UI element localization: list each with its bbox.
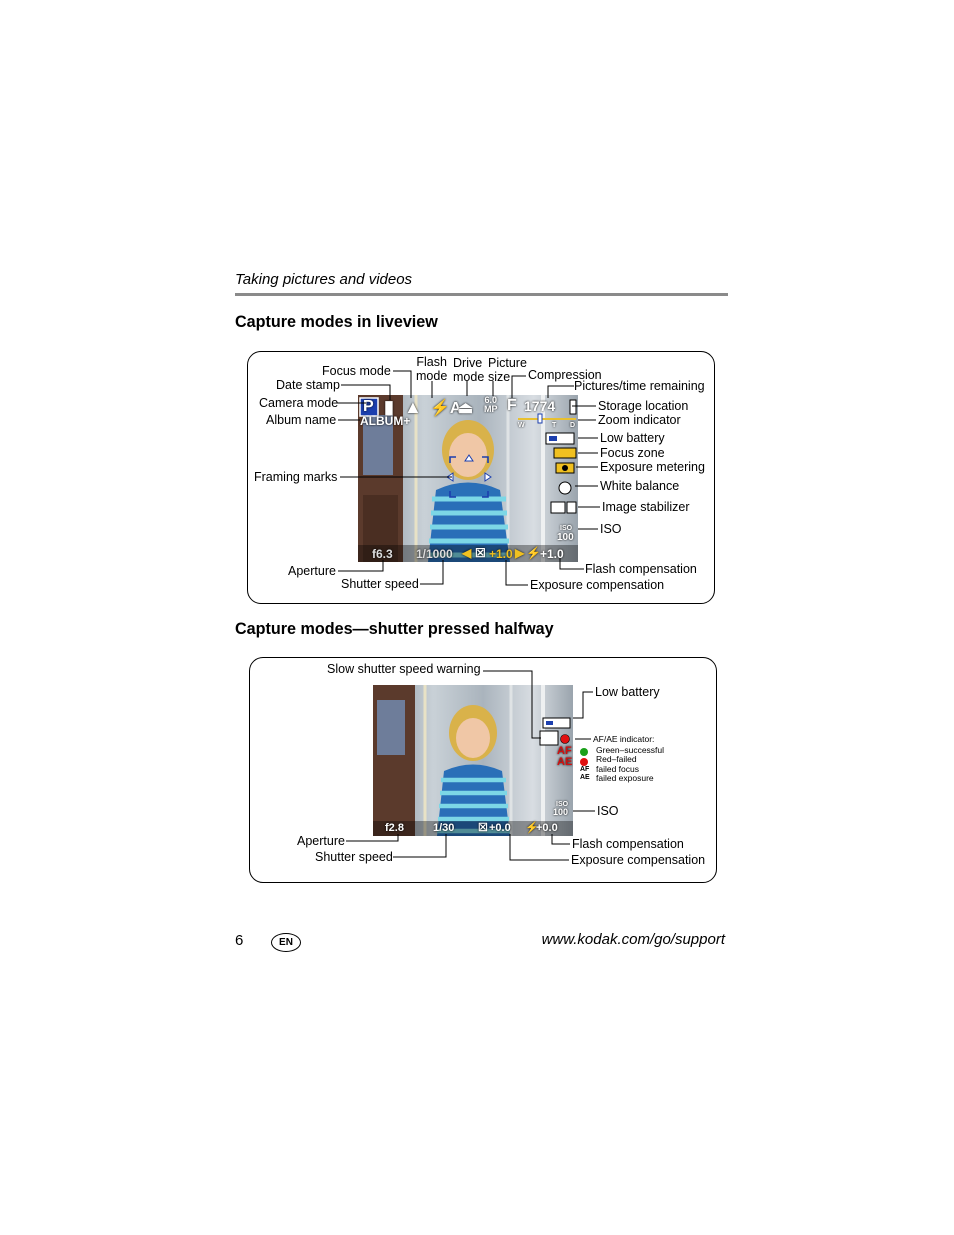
shutter-value-2: 1/30 bbox=[433, 822, 455, 834]
exposure-icon-2: ☒ bbox=[478, 822, 488, 834]
label-framing-marks: Framing marks bbox=[254, 470, 338, 484]
iso-value: 100 bbox=[557, 532, 574, 543]
label-red: Red–failed bbox=[596, 754, 637, 764]
label-flash-compensation-2: Flash compensation bbox=[572, 837, 684, 851]
label-white-balance: White balance bbox=[600, 479, 680, 493]
drive-mode-icon: ⏏ bbox=[458, 400, 474, 417]
label-exposure-metering: Exposure metering bbox=[600, 460, 705, 474]
iso-top: ISO bbox=[560, 525, 573, 532]
date-stamp-icon: ▮ bbox=[384, 397, 394, 417]
album-name: ALBUM+ bbox=[360, 414, 411, 428]
flash-comp-icon: ⚡ bbox=[526, 546, 541, 560]
iso-value-2: 100 bbox=[553, 807, 569, 817]
exposure-value: +1.0 bbox=[489, 547, 513, 561]
label-compression: Compression bbox=[528, 368, 602, 382]
label-picture-size: Picture size bbox=[488, 356, 527, 384]
label-low-battery-2: Low battery bbox=[595, 685, 660, 699]
halfway-title: Capture modes—shutter pressed halfway bbox=[235, 619, 554, 638]
support-url[interactable]: www.kodak.com/go/support bbox=[541, 931, 725, 948]
compression-icon: F bbox=[507, 397, 517, 414]
label-aperture: Aperture bbox=[288, 564, 336, 578]
label-iso-2: ISO bbox=[597, 804, 619, 818]
section-header: Taking pictures and videos bbox=[235, 271, 413, 288]
picture-size-icon: 6.0 MP bbox=[484, 395, 498, 414]
label-focus-zone: Focus zone bbox=[600, 446, 665, 460]
flash-comp-value: +1.0 bbox=[540, 547, 564, 561]
label-storage-location: Storage location bbox=[598, 399, 689, 413]
label-focus-mode: Focus mode bbox=[322, 364, 391, 378]
label-flash-mode: Flash mode bbox=[416, 355, 448, 383]
label-slow-shutter: Slow shutter speed warning bbox=[327, 662, 481, 676]
shutter-value: 1/1000 bbox=[416, 547, 453, 561]
label-aperture-2: Aperture bbox=[297, 834, 345, 848]
label-afae-title: AF/AE indicator: bbox=[593, 734, 655, 744]
flash-comp-value-2: +0.0 bbox=[536, 822, 558, 834]
label-camera-mode: Camera mode bbox=[259, 396, 339, 410]
label-low-battery: Low battery bbox=[600, 431, 665, 445]
iso-top-2: ISO bbox=[556, 801, 569, 808]
label-image-stabilizer: Image stabilizer bbox=[602, 500, 690, 514]
label-shutter-speed-2: Shutter speed bbox=[315, 850, 393, 864]
camera-mode-icon: P bbox=[363, 398, 374, 415]
zoom-w-label: W bbox=[518, 422, 525, 429]
ae-indicator: AE bbox=[557, 756, 573, 768]
exposure-left-arrow: ◀ bbox=[462, 546, 472, 560]
flash-mode-icon: ⚡A bbox=[430, 400, 462, 417]
af-indicator: AF bbox=[557, 745, 572, 757]
label-green: Green–successful bbox=[596, 745, 665, 755]
af-ae-small-icon: AF AE bbox=[580, 766, 590, 781]
zoom-d-label: D bbox=[570, 422, 576, 429]
aperture-value: f6.3 bbox=[372, 547, 393, 561]
label-album-name: Album name bbox=[266, 413, 337, 427]
label-flash-compensation: Flash compensation bbox=[585, 562, 697, 576]
label-failed-focus: failed focus bbox=[596, 764, 639, 774]
label-pictures-remaining: Pictures/time remaining bbox=[574, 379, 705, 393]
label-failed-exposure: failed exposure bbox=[596, 773, 654, 783]
page-number: 6 bbox=[235, 932, 244, 949]
exposure-right-arrow: ▶ bbox=[515, 546, 525, 560]
label-exposure-compensation: Exposure compensation bbox=[530, 578, 665, 592]
label-iso: ISO bbox=[600, 522, 622, 536]
focus-mode-icon: ▲ bbox=[404, 397, 422, 417]
exposure-icon: ☒ bbox=[475, 546, 486, 560]
language-badge: EN bbox=[271, 933, 301, 952]
flash-comp-icon-2: ⚡ bbox=[525, 822, 539, 834]
aperture-value-2: f2.8 bbox=[385, 822, 404, 834]
label-shutter-speed: Shutter speed bbox=[341, 577, 419, 591]
label-drive-mode: Drive mode bbox=[453, 356, 485, 384]
label-zoom-indicator: Zoom indicator bbox=[598, 413, 681, 427]
pictures-remaining-count: 1774 bbox=[524, 398, 556, 414]
label-exposure-compensation-2: Exposure compensation bbox=[571, 853, 706, 867]
label-date-stamp: Date stamp bbox=[276, 378, 340, 392]
zoom-t-label: T bbox=[552, 422, 557, 429]
exposure-value-2: +0.0 bbox=[489, 822, 511, 834]
liveview-title: Capture modes in liveview bbox=[235, 312, 438, 331]
